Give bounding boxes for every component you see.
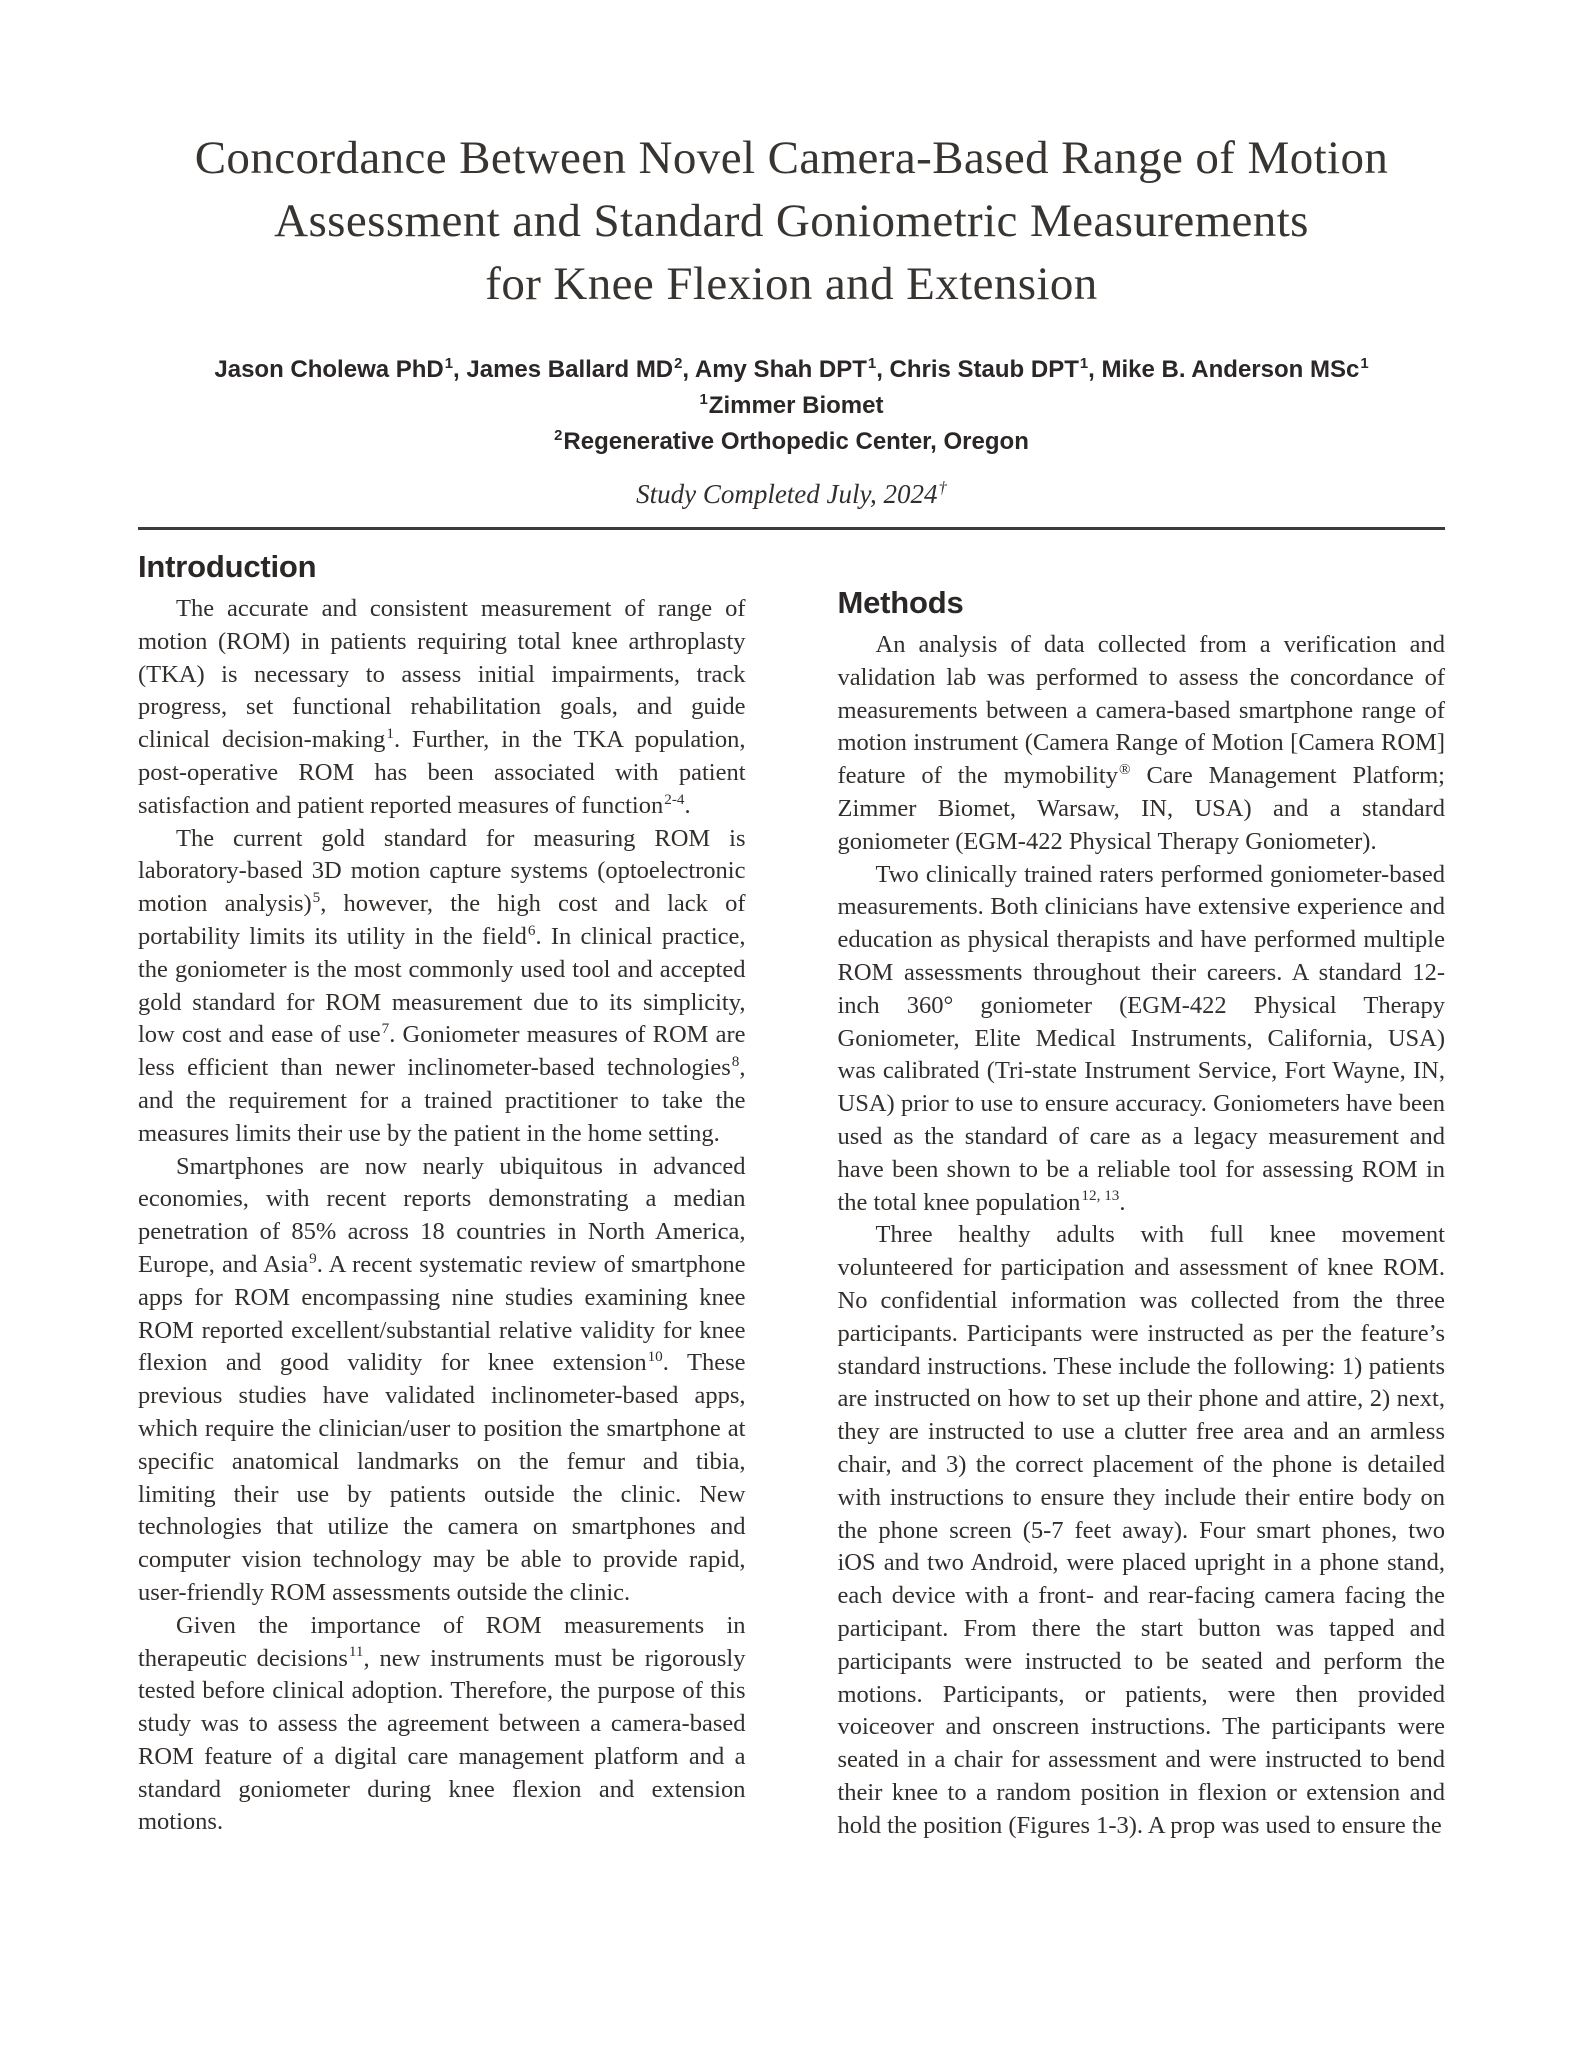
article-body [138, 549, 1445, 1842]
paper-title-line-3: for Knee Flexion and Extension [485, 258, 1098, 310]
affiliation-regenerative-orthopedic-center: $^2$Regenerative Orthopedic Center, Oregon [554, 428, 1029, 455]
methods-paragraph-1: An analysis of data collected from a verification and validation lab was performed to assess the concordance of measurements between a camera-based smartphone range of motion instrument (Camera Range of Motion [Camera ROM] feature of the mymobility® Care Management Platform; Zimmer Biomet, Warsaw, IN, USA) and a standard goniometer (EGM-422 Physical Therapy Goniometer). [837, 631, 1445, 855]
intro-paragraph-1: The accurate and consistent measurement of range of motion (ROM) in patients requiring total knee arthroplasty (TKA) is necessary to assess initial impairments, track progress, set functional rehabilitation goals, and guide clinical decision-making$^1$. Further, in the TKA population, post-operative ROM has been associated with patient satisfaction and patient reported measures of function$^{2-4}$. [138, 595, 746, 819]
study-completed-line: Study Completed July, 2024† [636, 478, 947, 509]
paper-title-line-1: Concordance Between Novel Camera-Based Range of Motion [194, 132, 1389, 184]
introduction-heading: Introduction [138, 549, 317, 584]
affiliation-zimmer-biomet: $^1$Zimmer Biomet [699, 392, 884, 419]
intro-paragraph-3: Smartphones are now nearly ubiquitous in advanced economies, with recent reports demonstrating a median penetration of 85% across 18 countries in North America, Europe, and Asia$^9$. A recent systematic review of smartphone apps for ROM encompassing nine studies examining knee ROM reported excellent/substantial relative validity for knee flexion and good validity for knee extension$^{10}$. These previous studies have validated inclinometer-based apps, which require the clinician/user to position the smartphone at specific anatomical landmarks on the femur and tibia, limiting their use by patients outside the clinic. New technologies that utilize the camera on smartphones and computer vision technology may be able to provide rapid, user-friendly ROM assessments outside the clinic. [138, 1152, 746, 1606]
authors-line: Jason Cholewa PhD$^1$, James Ballard $MD^2$, Amy Shah DPT$^1$, Chris Staub DPT$^1$, Mike B. Anderson MSc$^1$ [214, 356, 1369, 383]
methods-section [838, 549, 1446, 1842]
paper-header [138, 127, 1445, 514]
introduction-section [138, 549, 746, 1842]
methods-paragraph-2: Two clinically trained raters performed goniometer-based measurements. Both clinicians have extensive experience and education as physical therapists and have performed multiple ROM assessments throughout their careers. A standard 12-inch 360° goniometer (EGM-422 Physical Therapy Goniometer, Elite Medical Instruments, California, USA) was calibrated (Tri-state Instrument Service, Fort Wayne, IN, USA) prior to use to ensure accuracy. Goniometers have been used as the standard of care as a legacy measurement and have been shown to be a reliable tool for assessing ROM in the total knee population$^{12, 13}$. [837, 860, 1445, 1216]
paper-title [138, 127, 1445, 316]
methods-heading: Methods [837, 585, 964, 620]
intro-paragraph-2: The current gold standard for measuring ROM is laboratory-based 3D motion capture systems (optoelectronic motion analysis)$^5$, however, the high cost and lack of portability limits its utility in the field$^6$. In clinical practice, the goniometer is the most commonly used tool and accepted gold standard for ROM measurement due to its simplicity, low cost and ease of use$^7$. Goniometer measures of ROM are less efficient than newer inclinometer-based technologies$^8$, and the requirement for a trained practitioner to take the measures limits their use by the patient in the home setting. [138, 824, 746, 1147]
intro-paragraph-4: Given the importance of ROM measurements in therapeutic decisions$^{11}$, new instruments must be rigorously tested before clinical adoption. Therefore, the purpose of this study was to assess the agreement between a camera-based ROM feature of a digital care management platform and a standard goniometer during knee flexion and extension motions. [138, 1611, 746, 1836]
methods-paragraph-3: Three healthy adults with full knee movement volunteered for participation and assessment of knee ROM. No confidential information was collected from the three participants. Participants were instructed as per the feature’s standard instructions. These include the following: 1) patients are instructed on how to set up their phone and attire, 2) next, they are instructed to use a clutter free area and an armless chair, and 3) the correct placement of the phone is detailed with instructions to ensure they include their entire body on the phone screen (5-7 feet away). Four smart phones, two iOS and two Android, were placed upright in a phone stand, each device with a front- and rear-facing camera facing the participant. From there the start button was tapped and participants were instructed to be seated and perform the motions. Participants, or patients, were then provided voiceover and onscreen instructions. The participants were seated in a chair for assessment and were instructed to bend their knee to a random position in flexion or extension and hold the position (Figures 1-3). A prop was used to ensure the [837, 1221, 1445, 1839]
header-divider [138, 527, 1445, 530]
paper-title-line-2: Assessment and Standard Goniometric Measurements [274, 195, 1309, 247]
